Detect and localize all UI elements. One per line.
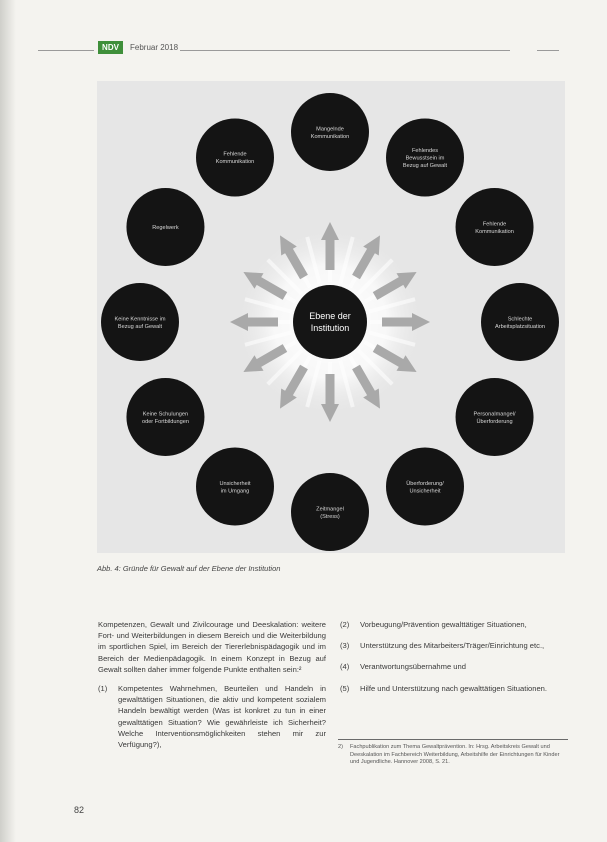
- intro-paragraph: Kompetenzen, Gewalt und Zivilcourage und Deeskalation: weitere Fort- und Weiterbildungen in diesem Bereich und die Weiterbildung im sportlichen Spiel, im Bereich der Tiererlebnispädagogik und im Bereich der Medienpädagogik. In einem Konzept in Bezug auf Gewalt sollten daher immer folgende Punkte enthalten sein:²: [98, 620, 326, 674]
- center-label: Ebene der: [309, 311, 351, 321]
- factor-label: Regelwerk: [152, 225, 179, 231]
- header-rule-right: [537, 50, 559, 51]
- list-number: (1): [98, 684, 108, 694]
- footnote-number: 2): [338, 744, 343, 750]
- list-number: (2): [340, 620, 350, 629]
- list-number: (4): [340, 662, 350, 672]
- factor-label: Bezug auf Gewalt: [402, 163, 448, 169]
- center-circle: [293, 285, 367, 359]
- left-column: [98, 619, 326, 760]
- factor-label: Unsicherheit: [409, 488, 441, 495]
- list-text: Verantwortungsübernahme und: [360, 662, 466, 672]
- footnote: [338, 744, 570, 767]
- factor-label: oder Fortbildungen: [141, 418, 189, 425]
- factor-label: (Stress): [320, 513, 340, 520]
- list-number: (3): [340, 641, 350, 651]
- figure: [97, 81, 565, 553]
- factor-label: Kommunikation: [475, 228, 514, 235]
- factor-label: Überforderung: [476, 418, 513, 425]
- factor-label: Fehlendes: [411, 148, 439, 154]
- institution-diagram: [97, 81, 565, 553]
- factor-label: Personalmangel/: [473, 411, 516, 418]
- footnote-rule: [338, 739, 568, 740]
- factor-label: Fehlende: [482, 221, 507, 228]
- factor-label: Unsicherheit: [219, 480, 251, 487]
- center-label: Institution: [310, 323, 350, 333]
- factor-label: Mangelnde: [316, 126, 344, 133]
- factor-label: Fehlende: [223, 151, 247, 158]
- list-text: Hilfe und Unterstützung nach gewalttätigen Situationen.: [360, 683, 548, 693]
- list-number: (5): [340, 683, 350, 693]
- factor-label: Überforderung/: [406, 480, 444, 487]
- factor-label: Zeitmangel: [316, 506, 344, 513]
- page-number: 82: [74, 805, 85, 815]
- figure-caption: Abb. 4: Gründe für Gewalt auf der Ebene der Institution: [97, 564, 281, 573]
- list-item: [98, 683, 326, 750]
- factor-label: Keine Kenntnisse im: [114, 316, 166, 323]
- footnote-text: Fachpublikation zum Thema Gewaltprävention. In: Hrsg. Arbeitskreis Gewalt und Deeskalation im Fachbereich Weiterbildung, Arbeitshilfe der Einrichtungen für Kinder und Jugendliche. Hannover 2008, S. 21.: [350, 744, 560, 766]
- list-text: Unterstützung des Mitarbeiters/Träger/Einrichtung etc.,: [360, 641, 545, 651]
- right-column: [340, 619, 568, 704]
- factor-label: Bezug auf Gewalt: [117, 323, 163, 330]
- list-item: [340, 619, 568, 630]
- running-title: Februar 2018: [130, 43, 179, 52]
- factor-label: Bewusstsein im: [405, 155, 445, 162]
- list-item: [340, 640, 568, 651]
- header-rule-left: [38, 50, 94, 51]
- factor-label: Kommunikation: [310, 133, 350, 140]
- factor-label: Arbeitsplatzsituation: [494, 323, 546, 330]
- factor-label: Schlechte: [507, 316, 533, 323]
- factor-label: im Umgang: [220, 488, 250, 495]
- list-text: Kompetentes Wahrnehmen, Beurteilen und Handeln in gewalttätigen Situationen, die aktiv und kompetent sozialem Handeln bewältigt werden (Was ist konkret zu tun in einer gewalttätigen Situation? Wie gewährleiste ich Sicherheit? Welche Interventionsmöglichkeiten stehen mir zur Verfügung?),: [118, 684, 326, 750]
- factor-label: Kommunikation: [215, 159, 255, 166]
- list-item: [340, 661, 568, 672]
- list-item: [340, 683, 568, 694]
- scan-edge-shadow: [0, 0, 16, 842]
- list-text: Vorbeugung/Prävention gewalttätiger Situationen,: [360, 620, 527, 629]
- publisher-badge: NDV: [98, 41, 123, 54]
- header-rule-mid: [180, 50, 510, 51]
- factor-label: Keine Schulungen: [142, 411, 189, 418]
